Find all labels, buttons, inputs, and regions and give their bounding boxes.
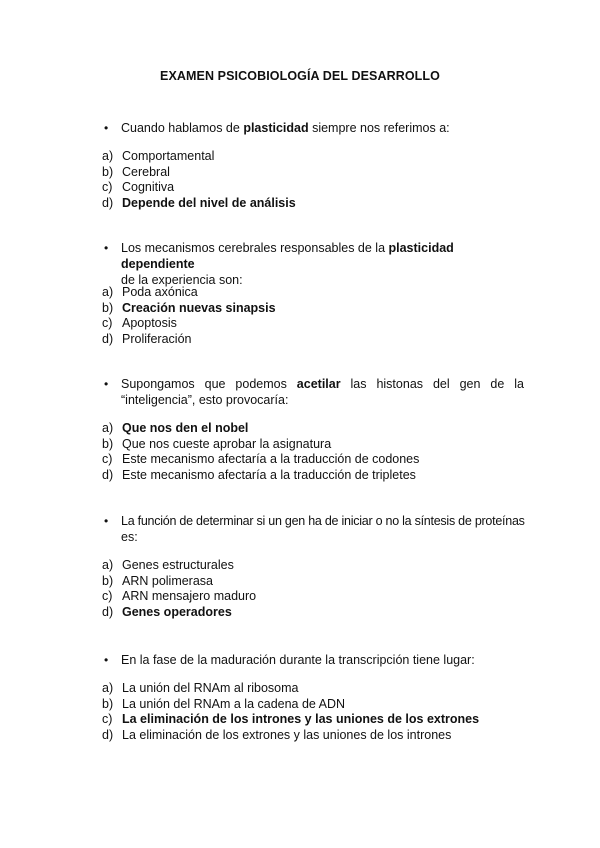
question-4 [104, 513, 524, 545]
options-3 [102, 421, 522, 483]
bullet-icon: • [104, 514, 108, 528]
option-b[interactable]: b) ARN polimerasa [102, 573, 214, 588]
options-5 [102, 681, 522, 743]
bullet-icon: • [104, 377, 109, 391]
option-d[interactable]: d) Proliferación [102, 331, 192, 346]
option-a-correct[interactable]: a) Que nos den el nobel [102, 421, 249, 435]
option-a[interactable]: a) Genes estructurales [102, 558, 234, 572]
option-a[interactable]: a) Comportamental [102, 149, 215, 163]
option-d[interactable]: d) Este mecanismo afectaría a la traducción de tripletes [102, 467, 416, 482]
question-text: • Los mecanismos cerebrales responsables de la plasticidad dependiente [104, 241, 454, 271]
options-4 [102, 558, 522, 620]
option-a[interactable]: a) Poda axónica [102, 285, 198, 299]
option-c[interactable]: c) ARN mensajero maduro [102, 589, 257, 603]
option-c[interactable]: c) Este mecanismo afectaría a la traducción de codones [102, 452, 420, 466]
question-2 [104, 240, 524, 288]
question-text: • En la fase de la maduración durante la transcripción tiene lugar: [104, 653, 475, 667]
page-title: EXAMEN PSICOBIOLOGÍA DEL DESARROLLO [160, 69, 440, 83]
option-c-correct[interactable]: c) La eliminación de los intrones y las uniones de los extrones [102, 712, 480, 726]
options-2 [102, 285, 522, 347]
question-text-line2: es: [121, 530, 138, 544]
bullet-icon: • [104, 241, 109, 255]
option-d-correct[interactable]: d) Depende del nivel de análisis [102, 195, 296, 210]
option-b[interactable]: b) Que nos cueste aprobar la asignatura [102, 436, 332, 451]
option-c[interactable]: c) Apoptosis [102, 316, 177, 330]
question-text: • La función de determinar si un gen ha de iniciar o no la síntesis de proteínas [104, 514, 525, 528]
question-text-line2: “inteligencia”, esto provocaría: [121, 393, 289, 407]
option-c[interactable]: c) Cognitiva [102, 180, 175, 194]
question-text-line2: de la experiencia son: [121, 273, 243, 287]
question-1 [104, 120, 524, 136]
option-a[interactable]: a) La unión del RNAm al ribosoma [102, 681, 299, 695]
question-text: • Supongamos que podemos acetilar las histonas del gen de la [104, 377, 524, 391]
question-text: • Cuando hablamos de plasticidad siempre nos referimos a: [104, 121, 450, 135]
options-1 [102, 149, 522, 211]
bullet-icon: • [104, 121, 109, 135]
option-d[interactable]: d) La eliminación de los extrones y las uniones de los intrones [102, 727, 452, 742]
option-b-correct[interactable]: b) Creación nuevas sinapsis [102, 300, 276, 315]
option-b[interactable]: b) Cerebral [102, 164, 170, 179]
bullet-icon: • [104, 653, 109, 667]
option-d-correct[interactable]: d) Genes operadores [102, 604, 232, 619]
option-b[interactable]: b) La unión del RNAm a la cadena de ADN [102, 696, 346, 711]
question-5 [104, 652, 524, 668]
question-3 [104, 376, 524, 408]
